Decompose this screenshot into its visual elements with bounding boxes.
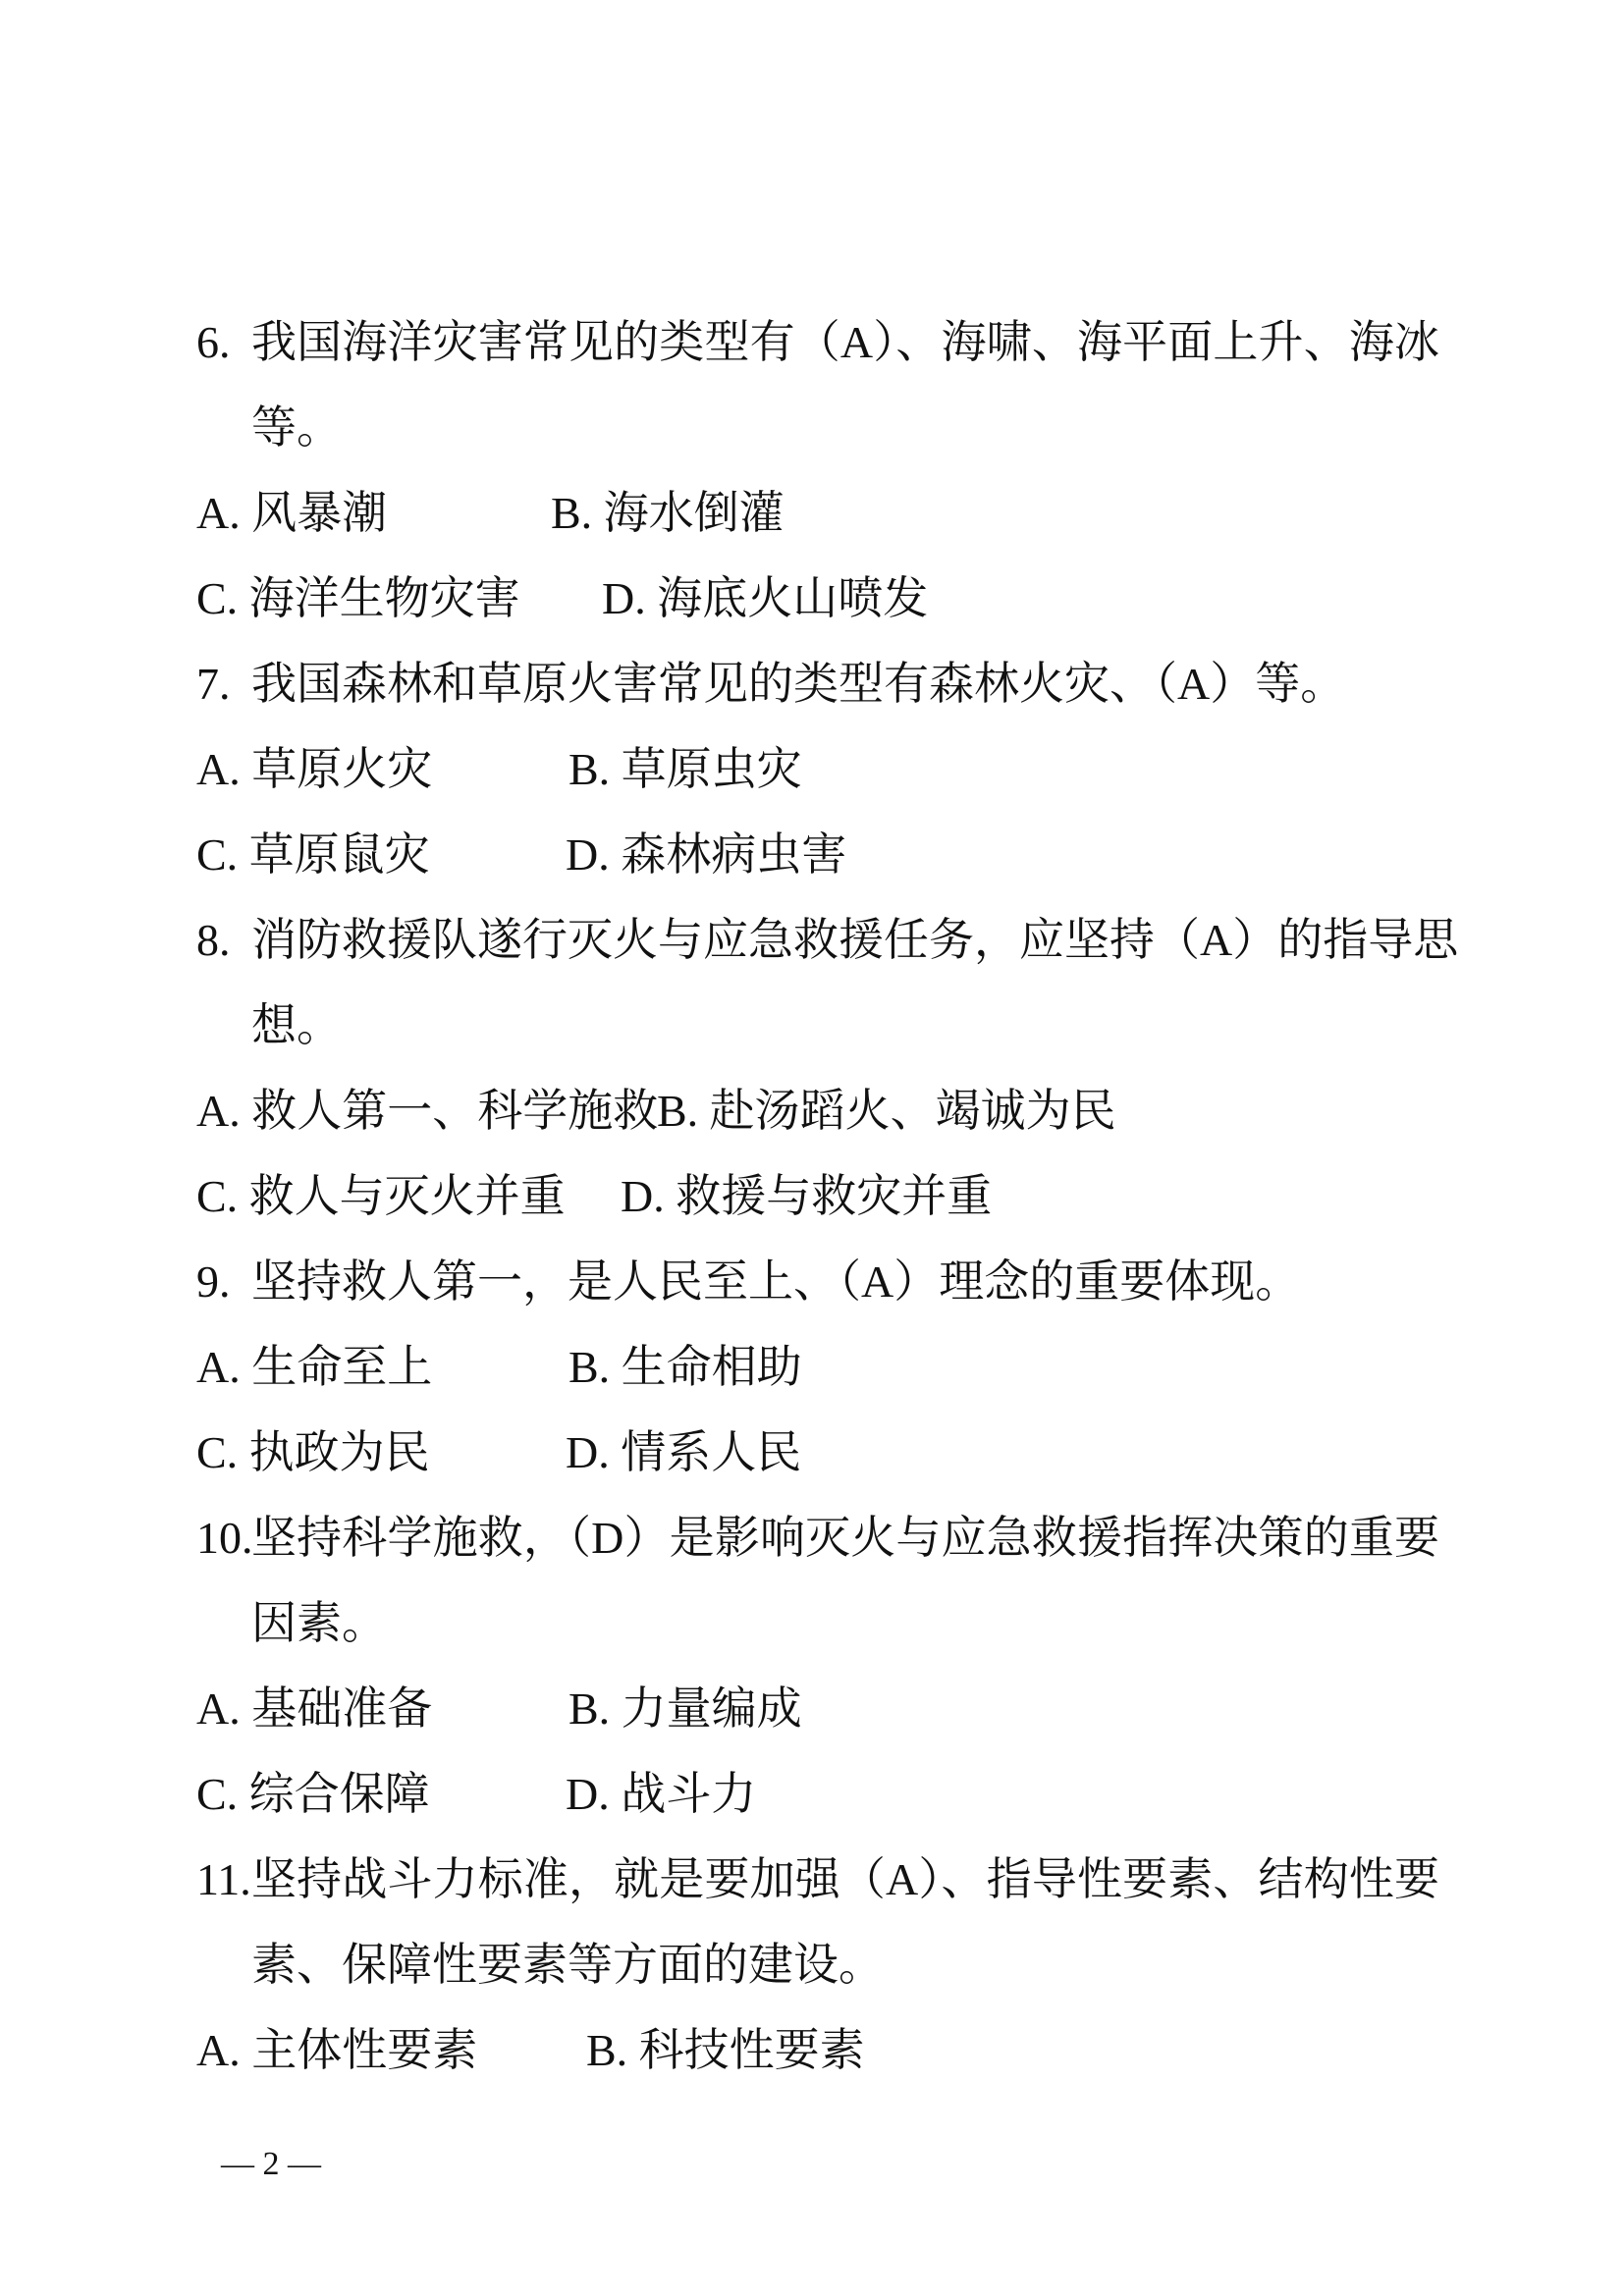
option-a: A. 生命至上 <box>196 1342 433 1392</box>
option-a: A. 基础准备 <box>196 1683 433 1734</box>
question-stem: 坚持救人第一，是人民至上、（A）理念的重要体现。 <box>251 1256 1301 1307</box>
question-stem: 坚持战斗力标准，就是要加强（A）、指导性要素、结构性要 <box>251 1854 1439 1904</box>
options-row <box>196 1068 1439 1153</box>
question-number: 6. <box>196 317 231 367</box>
question-number: 10. <box>196 1513 253 1563</box>
question-stem: 等。 <box>251 402 342 453</box>
option-a: A. 草原火灾 <box>196 744 433 794</box>
page-number: — 2 — <box>221 2146 321 2182</box>
question-stem: 想。 <box>251 1000 342 1050</box>
question-10-cont <box>196 1580 1439 1666</box>
option-d: D. 森林病虫害 <box>566 829 847 880</box>
option-d: D. 情系人民 <box>566 1427 802 1477</box>
option-b: B. 草原虫灾 <box>568 744 802 794</box>
option-b: B. 海水倒灌 <box>551 488 785 538</box>
question-7 <box>196 641 1439 726</box>
option-c: C. 海洋生物灾害 <box>196 573 520 623</box>
question-10 <box>196 1495 1439 1580</box>
option-c: C. 执政为民 <box>196 1427 430 1477</box>
option-a: A. 主体性要素 <box>196 2025 478 2075</box>
option-b: B. 科技性要素 <box>586 2025 865 2075</box>
question-number: 11. <box>196 1854 251 1904</box>
question-number: 8. <box>196 915 231 965</box>
option-d: D. 救援与救灾并重 <box>621 1171 993 1221</box>
question-8 <box>196 897 1459 983</box>
options-row <box>196 2007 1439 2093</box>
option-c: C. 草原鼠灾 <box>196 829 430 880</box>
options-row <box>196 556 1439 641</box>
question-number: 7. <box>196 659 231 709</box>
question-stem: 消防救援队遂行灭火与应急救援任务，应坚持（A）的指导思 <box>251 915 1459 965</box>
option-c: C. 救人与灭火并重 <box>196 1171 566 1221</box>
options-row <box>196 726 1439 812</box>
question-stem: 我国森林和草原火害常见的类型有森林火灾、（A）等。 <box>251 659 1346 709</box>
option-a: A. 救人第一、科学施救 <box>196 1086 659 1136</box>
options-row <box>196 1410 1439 1495</box>
question-stem: 素、保障性要素等方面的建设。 <box>251 1940 884 1990</box>
options-row <box>196 1751 1439 1837</box>
options-row <box>196 812 1439 897</box>
option-a: A. 风暴潮 <box>196 488 388 538</box>
question-6 <box>196 299 1439 385</box>
question-stem: 坚持科学施救，（D）是影响灭火与应急救援指挥决策的重要 <box>251 1513 1439 1563</box>
question-stem: 因素。 <box>251 1598 387 1648</box>
options-row <box>196 1153 1439 1239</box>
question-stem: 我国海洋灾害常见的类型有（A）、海啸、海平面上升、海冰 <box>251 317 1439 367</box>
options-row <box>196 470 1439 556</box>
question-8-cont <box>196 983 1439 1068</box>
options-row <box>196 1666 1439 1751</box>
question-11 <box>196 1837 1439 1922</box>
options-row <box>196 1324 1439 1410</box>
option-b: B. 力量编成 <box>568 1683 802 1734</box>
option-b: B. 赴汤蹈火、竭诚为民 <box>657 1086 1116 1136</box>
question-number: 9. <box>196 1256 231 1307</box>
question-9 <box>196 1239 1439 1324</box>
option-c: C. 综合保障 <box>196 1769 430 1819</box>
question-11-cont <box>196 1922 1439 2007</box>
option-b: B. 生命相助 <box>568 1342 802 1392</box>
option-d: D. 海底火山喷发 <box>602 573 929 623</box>
option-d: D. 战斗力 <box>566 1769 757 1819</box>
question-6-cont <box>196 385 1439 470</box>
